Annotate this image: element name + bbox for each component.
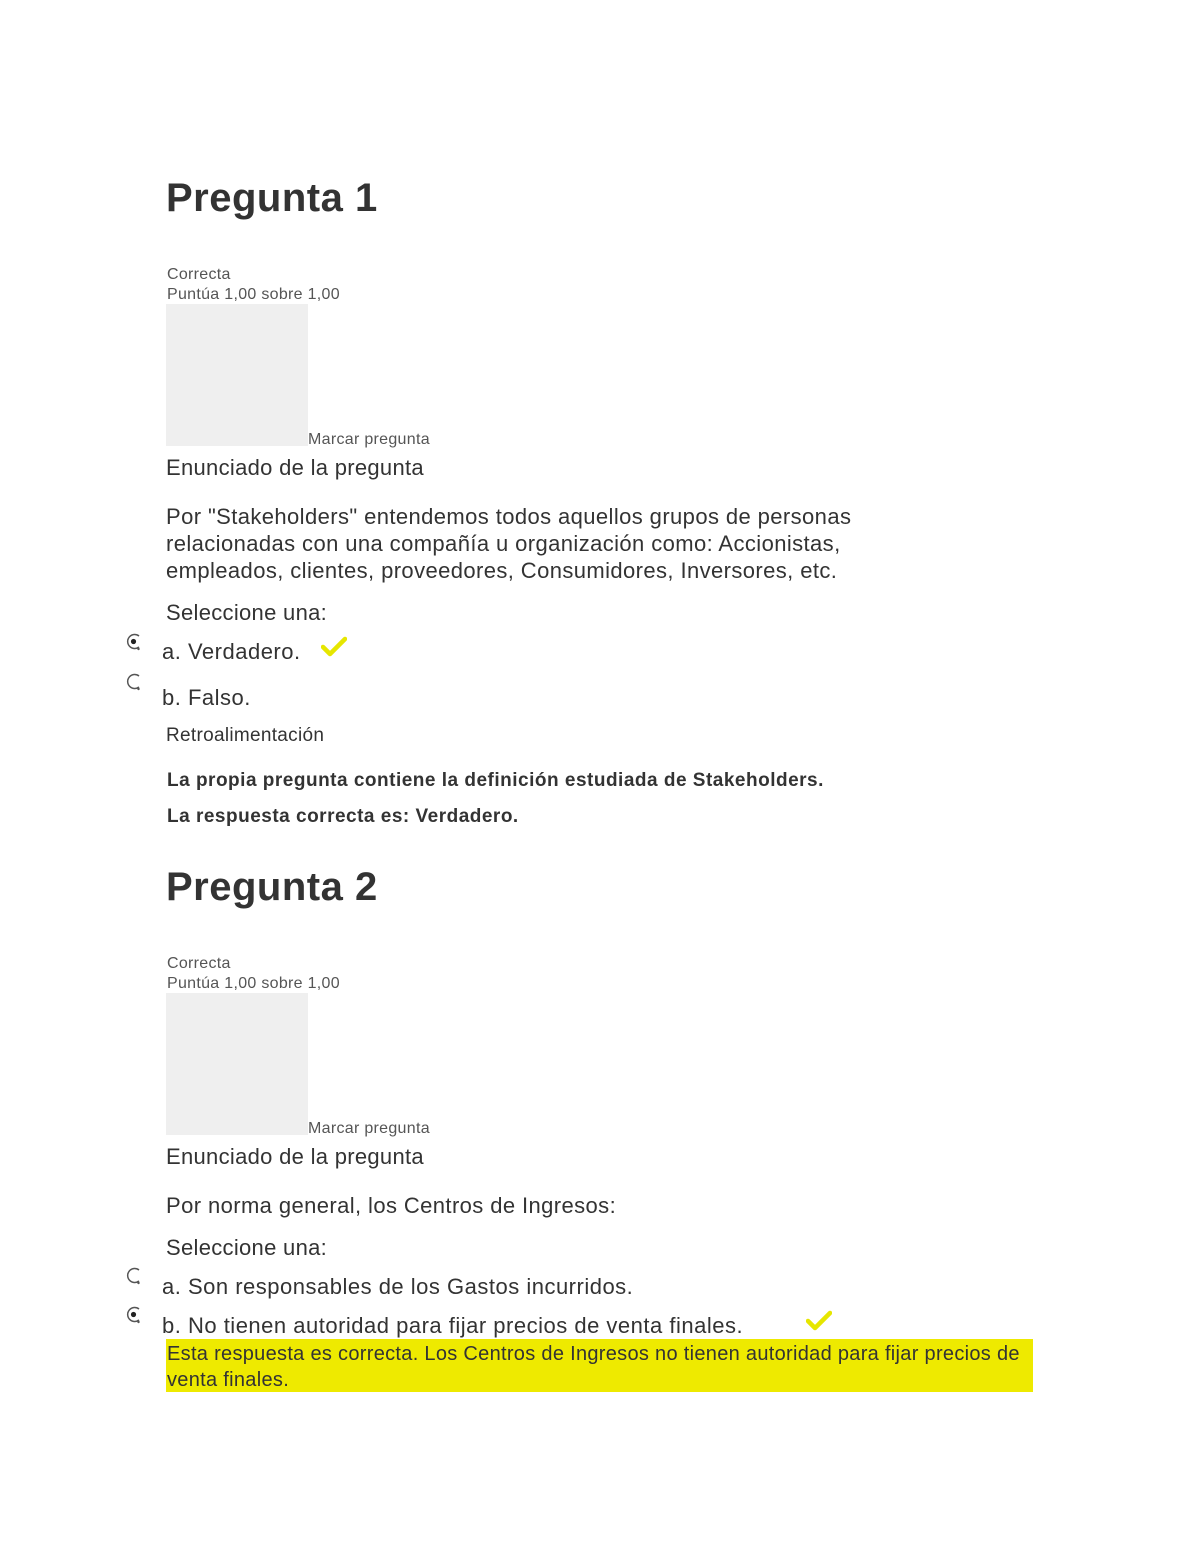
question-1-right-answer: La respuesta correcta es: Verdadero. xyxy=(167,806,519,827)
checkmark-icon xyxy=(321,636,347,658)
question-2-flag-image[interactable] xyxy=(166,993,308,1135)
radio-checked-icon[interactable] xyxy=(125,1305,143,1325)
question-2-prompt: Seleccione una: xyxy=(166,1235,328,1260)
question-1-feedback-heading: Retroalimentación xyxy=(166,725,325,746)
question-2-statement-heading: Enunciado de la pregunta xyxy=(166,1144,424,1169)
radio-checked-icon[interactable] xyxy=(125,632,143,652)
question-1-statement-heading: Enunciado de la pregunta xyxy=(166,455,424,480)
question-2-text: Por norma general, los Centros de Ingresos: xyxy=(166,1193,617,1218)
radio-unchecked-icon[interactable] xyxy=(125,672,143,692)
specific-feedback-box xyxy=(166,1339,1033,1392)
question-1-flag-label[interactable]: Marcar pregunta xyxy=(308,431,430,448)
question-1-prompt: Seleccione una: xyxy=(166,600,328,625)
question-2-title: Pregunta 2 xyxy=(166,865,378,909)
question-2-option-a[interactable]: a. Son responsables de los Gastos incurridos. xyxy=(162,1274,634,1299)
question-1-option-b[interactable]: b. Falso. xyxy=(162,685,251,710)
question-2-option-b[interactable]: b. No tienen autoridad para fijar precios de venta finales. xyxy=(162,1313,744,1338)
question-1-flag-image[interactable] xyxy=(166,304,308,446)
question-1-text: Por "Stakeholders" entendemos todos aquellos grupos de personas relacionadas con una compañía u organización como: Accionistas, empleados, clientes, proveedores, Consumidores, Inversores, etc. xyxy=(166,504,852,583)
question-2-specific-feedback: Esta respuesta es correcta. Los Centros de Ingresos no tienen autoridad para fijar precios de venta finales. xyxy=(167,1343,1020,1391)
checkmark-icon xyxy=(806,1310,832,1332)
question-2-grade: Puntúa 1,00 sobre 1,00 xyxy=(167,975,340,992)
question-2-state: Correcta xyxy=(167,955,231,972)
question-1-state: Correcta xyxy=(167,266,231,283)
question-2-flag-label[interactable]: Marcar pregunta xyxy=(308,1120,430,1137)
radio-unchecked-icon[interactable] xyxy=(125,1266,143,1286)
question-1-grade: Puntúa 1,00 sobre 1,00 xyxy=(167,286,340,303)
question-1-general-feedback: La propia pregunta contiene la definición estudiada de Stakeholders. xyxy=(167,770,824,791)
question-1-title: Pregunta 1 xyxy=(166,176,378,220)
question-1-option-a[interactable]: a. Verdadero. xyxy=(162,639,301,664)
